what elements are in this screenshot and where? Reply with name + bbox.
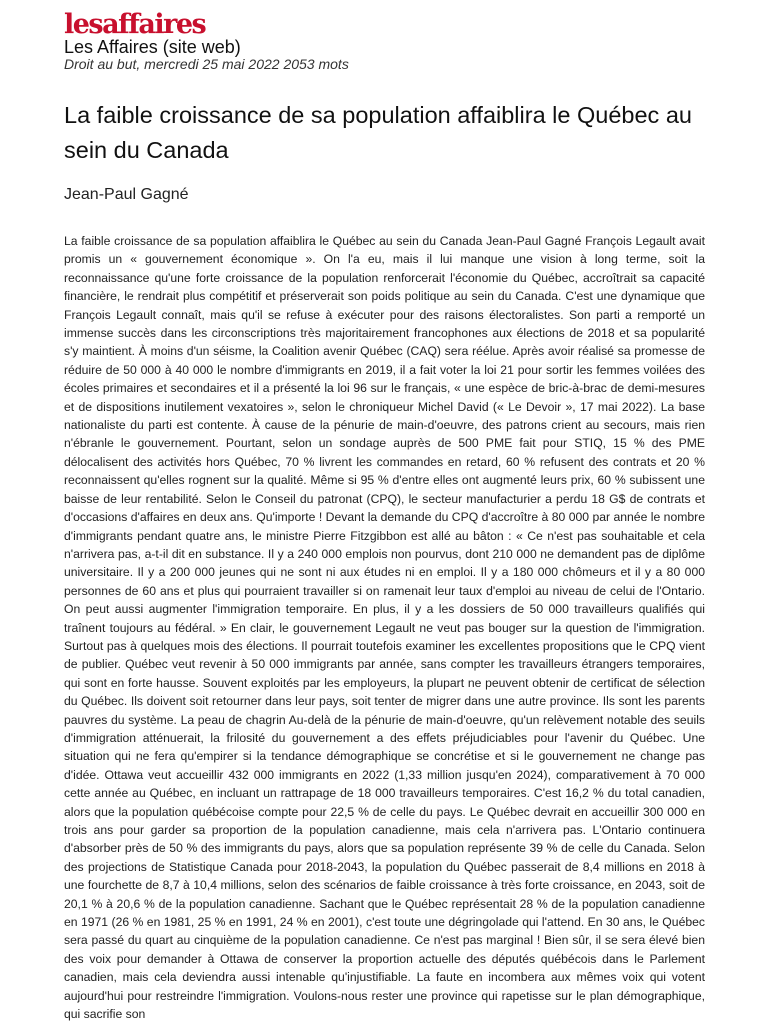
article-meta: Droit au but, mercredi 25 mai 2022 2053 mots	[64, 56, 349, 72]
source-name: Les Affaires (site web)	[64, 37, 241, 57]
article-title: La faible croissance de sa population affaiblira le Québec au sein du Canada	[64, 102, 692, 163]
article-body: La faible croissance de sa population affaiblira le Québec au sein du Canada Jean-Paul Gagné François Legault avait promis un « gouvernement économique ». On l'a eu, mais il lui manque une vision à long terme, soit la reconnaissance qu'une forte croissance de la population renforcerait l'économie du Québec, accroîtrait sa capacité financière, le rendrait plus compétitif et préserverait son poids politique au sein du Canada. C'est une dynamique que François Legault connaît, mais qu'il se refuse à exécuter pour des raisons électoralistes. Son parti a remporté un immense succès dans les circonscriptions très majoritairement francophones aux élections de 2018 et sa popularité s'y maintient. À moins d'un séisme, la Coalition avenir Québec (CAQ) sera réélue. Après avoir réalisé sa promesse de réduire de 50 000 à 40 000 le nombre d'immigrants en 2019, il a fait voter la loi 21 pour sortir les femmes voilées des écoles primaires et secondaires et il a présenté la loi 96 sur le français, « une espèce de bric-à-brac de demi-mesures et de dispositions inutilement vexatoires », selon le chroniqueur Michel David (« Le Devoir », 17 mai 2022). La base nationaliste du parti est contente. À cause de la pénurie de main-d'oeuvre, des patrons crient au secours, mais rien n'ébranle le gouvernement. Pourtant, selon un sondage auprès de 500 PME fait pour STIQ, 15 % des PME délocalisent des activités hors Québec, 70 % livrent les commandes en retard, 60 % refusent des contrats et 20 % reconnaissent qu'elles rognent sur la qualité. Même si 95 % d'entre elles ont augmenté leurs prix, 60 % subissent une baisse de leur rentabilité. Selon le Conseil du patronat (CPQ), le secteur manufacturier a perdu 18 G$ de contrats et d'occasions d'affaires en deux ans. Qu'importe ! Devant la demande du CPQ d'accroître à 80 000 par année le nombre d'immigrants pendant quatre ans, le ministre Pierre Fitzgibbon est allé au bâton : « Ce n'est pas souhaitable et cela n'arrivera pas, a-t-il dit en substance. Il y a 240 000 emplois non pourvus, dont 210 000 ne demandent pas de diplôme universitaire. Il y a 200 000 jeunes qui ne sont ni aux études ni en emploi. Il y a 180 000 chômeurs et il y a 80 000 personnes de 60 ans et plus qui pourraient travailler si on ramenait leur taux d'emploi au niveau de celui de l'Ontario. On peut aussi augmenter l'immigration temporaire. En plus, il y a les dossiers de 50 000 travailleurs qualifiés qui traînent toujours au fédéral. » En clair, le gouvernement Legault ne veut pas bouger sur la question de l'immigration. Surtout pas à quelques mois des élections. Il pourrait toutefois examiner les excellentes propositions que le CPQ vient de publier. Québec veut revenir à 50 000 immigrants par année, sans compter les travailleurs étrangers temporaires, qui sont en forte hausse. Souvent exploités par les employeurs, la plupart ne peuvent obtenir de certificat de sélection du Québec. Ils doivent soit retourner dans leur pays, soit tenter de migrer dans une autre province. Ils sont les parents pauvres du système. La peau de chagrin Au-delà de la pénurie de main-d'oeuvre, qu'un relèvement notable des seuils d'immigration atténuerait, la frilosité du gouvernement a des effets préjudiciables pour l'avenir du Québec. Une situation qui ne fera qu'empirer si la tendance démographique se concrétise et si le gouvernement ne change pas d'idée. Ottawa veut accueillir 432 000 immigrants en 2022 (1,33 million jusqu'en 2024), comparativement à 70 000 cette année au Québec, en incluant un rattrapage de 18 000 travailleurs temporaires. C'est 16,2 % du total canadien, alors que la population québécoise compte pour 22,5 % de celle du pays. Le Québec devrait en accueillir 300 000 en trois ans pour garder sa proportion de la population canadienne, mais cela n'arrivera pas. L'Ontario continuera d'absorber près de 50 % des immigrants du pays, alors que sa population représente 39 % de celle du Canada. Selon des projections de Statistique Canada pour 2018-2043, la population du Québec passerait de 8,4 millions en 2018 à une fourchette de 8,7 à 10,4 millions, selon des scénarios de faible croissance à très forte croissance, en 2043, soit de 20,1 % à 20,6 % de la population canadienne. Sachant que le Québec représentait 28 % de la population canadienne en 1971 (26 % en 1981, 25 % en 1991, 24 % en 2001), c'est toute une dégringolade qui l'attend. En 30 ans, le Québec sera passé du quart au cinquième de la population canadienne. Ce n'est pas marginal ! Bien sûr, il se sera élevé bien des voix pour demander à Ottawa de conserver la proportion actuelle des députés québécois dans le Parlement canadien, mais cela deviendra aussi intenable qu'injustifiable. La faute en incombera aux mêmes voix qui votent aujourd'hui pour restreindre l'immigration. Voulons-nous rester une province qui rapetisse sur le plan démographique, qui sacrifie son	[64, 234, 705, 1022]
article-author: Jean-Paul Gagné	[64, 186, 189, 203]
publication-logo: lesaffaires	[64, 9, 206, 40]
